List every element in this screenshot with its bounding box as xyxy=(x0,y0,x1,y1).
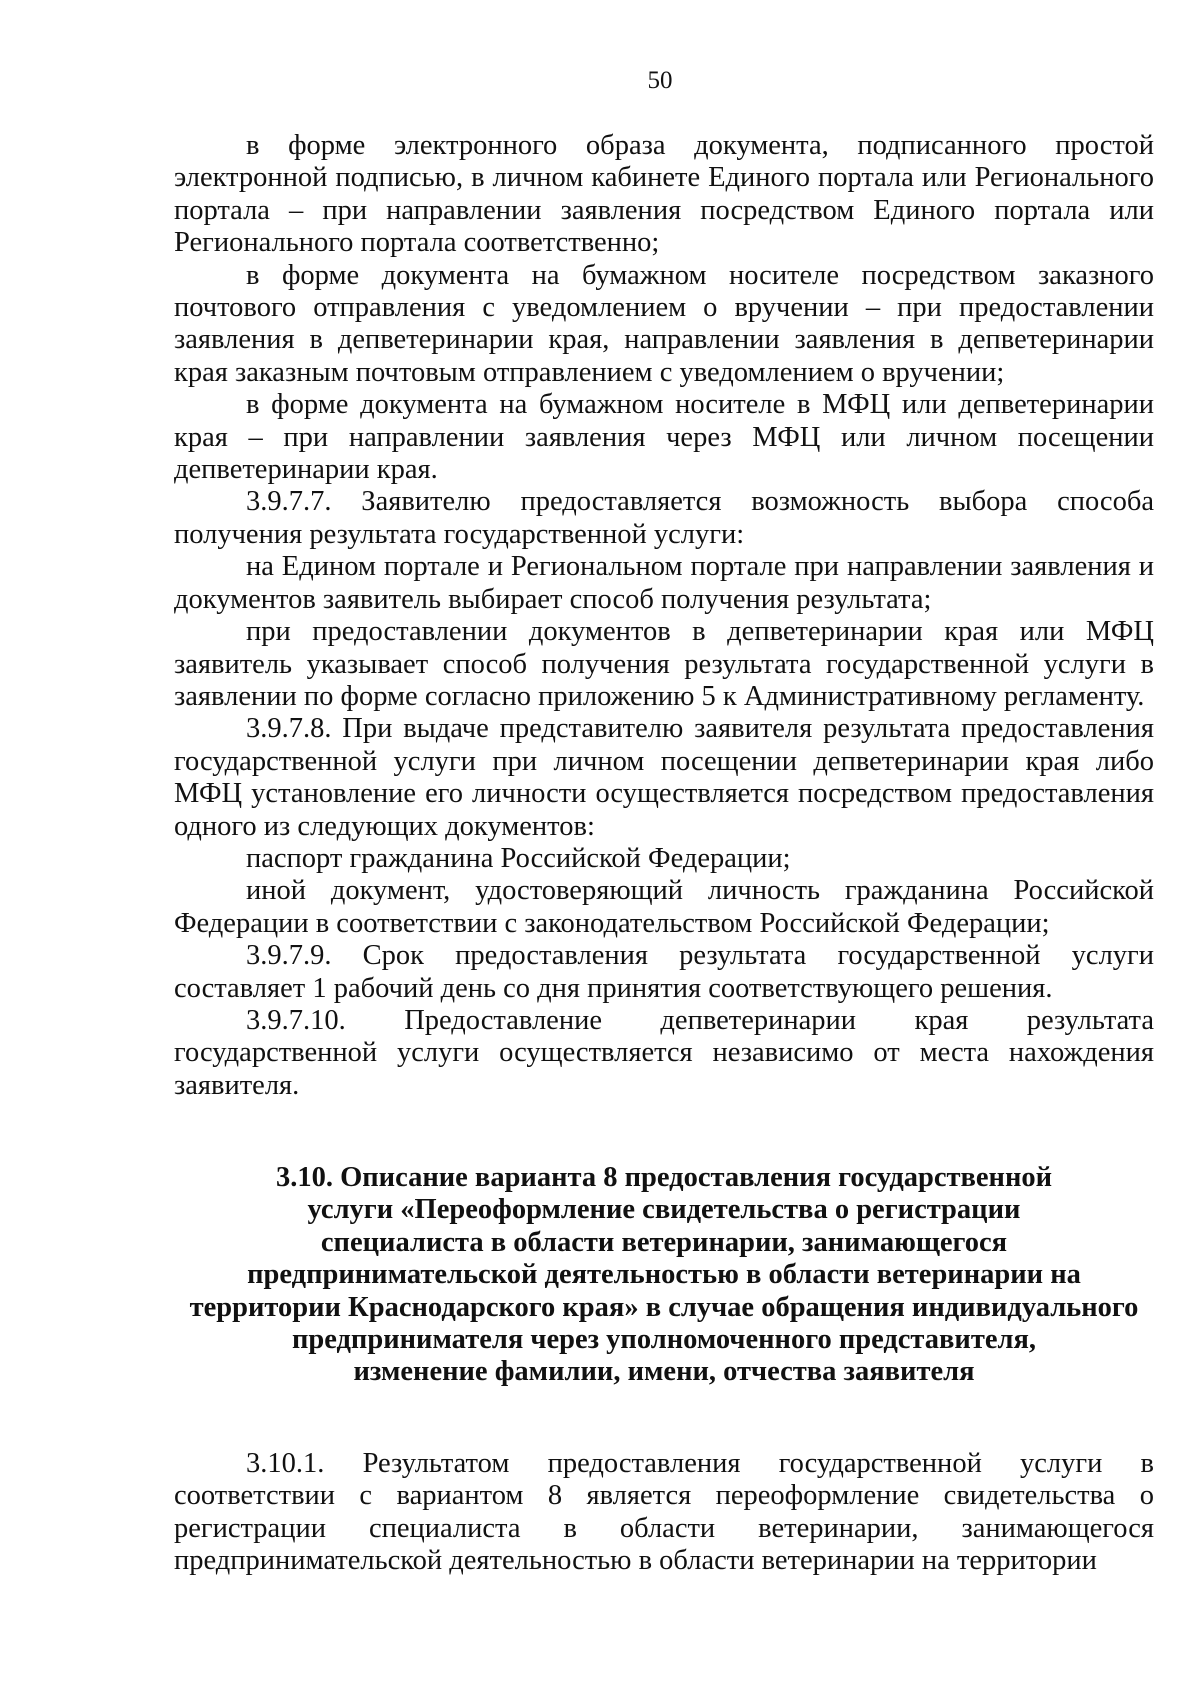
paragraph: в форме документа на бумажном носителе в МФЦ или депветеринарии края – при направлении заявления через МФЦ или личном посещении депветеринарии края. xyxy=(174,389,1154,486)
section-heading-line: предпринимателя через уполномоченного представителя, xyxy=(291,1324,1037,1356)
paragraph: 3.9.7.9. Срок предоставления результата государственной услуги составляет 1 рабочий день со дня принятия соответствующего решения. xyxy=(174,940,1154,1004)
paragraph: 3.10.1. Результатом предоставления государственной услуги в соответствии с вариантом 8 является переоформление свидетельства о регистрации специалиста в области ветеринарии, занимающегося предпринимательской деятельностью в области ветеринарии на территории xyxy=(174,1448,1154,1577)
page-number: 50 xyxy=(647,67,673,94)
section-heading-line: изменение фамилии, имени, отчества заявителя xyxy=(353,1356,975,1388)
paragraph: паспорт гражданина Российской Федерации; xyxy=(246,842,791,874)
section-heading-line: 3.10. Описание варианта 8 предоставления государственной xyxy=(275,1162,1053,1193)
paragraph: в форме электронного образа документа, подписанного простой электронной подписью, в личном кабинете Единого портала или Регионального портала – при направлении заявления посредством Единого портала или Регионального портала соответственно; xyxy=(174,130,1154,259)
paragraph: в форме документа на бумажном носителе посредством заказного почтового отправления с уведомлением о вручении – при предоставлении заявления в депветеринарии края, направлении заявления в депветеринарии края заказным почтовым отправлением с уведомлением о вручении; xyxy=(174,259,1154,388)
closing-text xyxy=(174,1448,1154,1578)
paragraph: 3.9.7.7. Заявителю предоставляется возможность выбора способа получения результата государственной услуги: xyxy=(174,486,1154,550)
paragraph: на Едином портале и Региональном портале при направлении заявления и документов заявитель выбирает способ получения результата; xyxy=(174,551,1154,615)
section-heading-line: услуги «Переоформление свидетельства о регистрации xyxy=(307,1194,1021,1226)
section-heading-line: территории Краснодарского края» в случае обращения индивидуального xyxy=(189,1291,1139,1323)
section-heading xyxy=(174,1162,1154,1389)
paragraph: иной документ, удостоверяющий личность гражданина Российской Федерации в соответствии с законодательством Российской Федерации; xyxy=(174,875,1154,939)
section-heading-line: предпринимательской деятельностью в области ветеринарии на xyxy=(247,1259,1081,1291)
body-text xyxy=(174,130,1154,1102)
paragraph: 3.9.7.10. Предоставление депветеринарии края результата государственной услуги осуществляется независимо от места нахождения заявителя. xyxy=(174,1004,1154,1101)
paragraph: при предоставлении документов в депветеринарии края или МФЦ заявитель указывает способ получения результата государственной услуги в заявлении по форме согласно приложению 5 к Административному регламенту. xyxy=(174,616,1154,712)
section-heading-line: специалиста в области ветеринарии, занимающегося xyxy=(320,1226,1008,1258)
paragraph: 3.9.7.8. При выдаче представителю заявителя результата предоставления государственной услуги при личном посещении депветеринарии края либо МФЦ установление его личности осуществляется посредством предоставления одного из следующих документов: xyxy=(174,713,1154,842)
